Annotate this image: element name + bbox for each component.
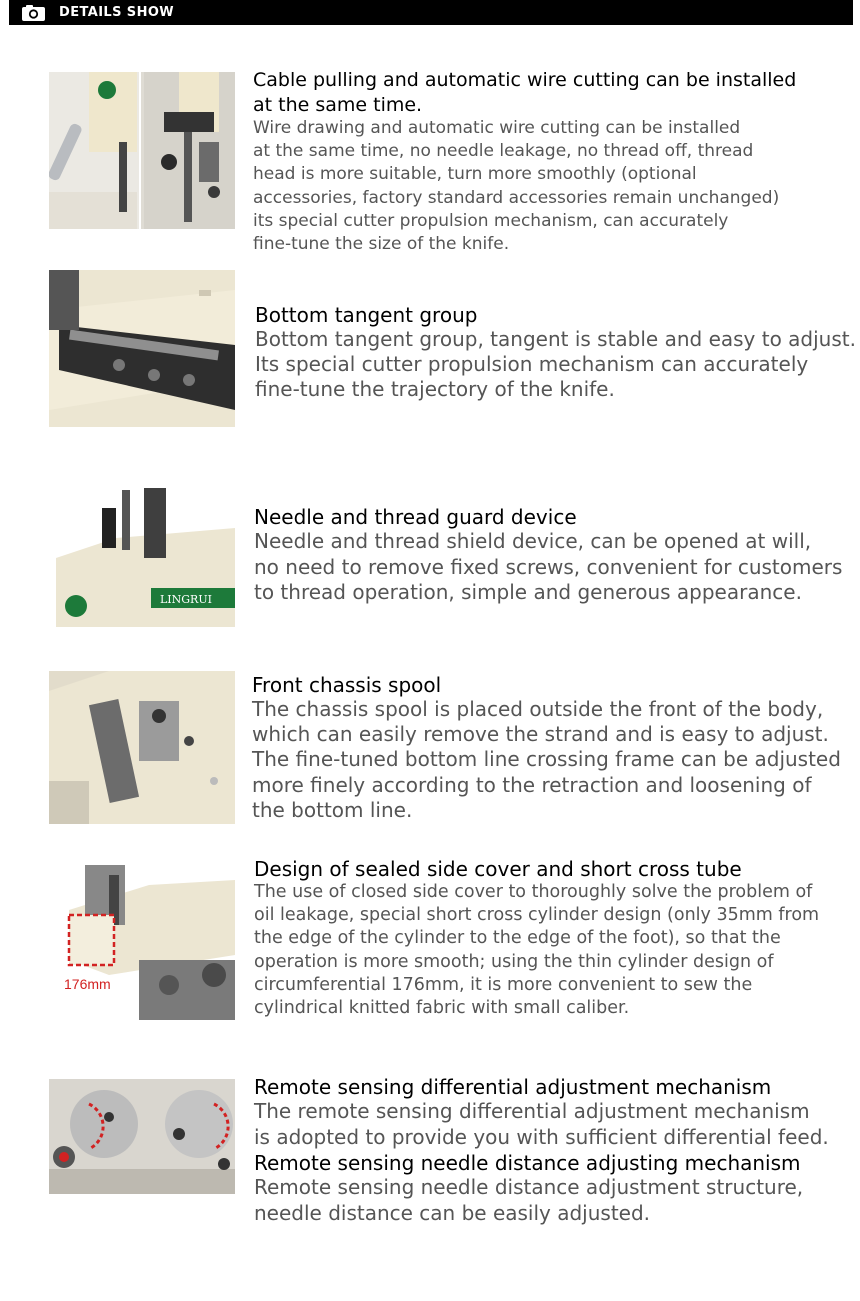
section-2-body: Bottom tangent group, tangent is stable and easy to adjust. Its special cutter propulsion mechanism can accurately fine-tune the trajectory of the knife. xyxy=(255,327,856,401)
remote-sensing-photo xyxy=(49,1079,235,1194)
section-6-body-2: Remote sensing needle distance adjustment structure, needle distance can be easily adjusted. xyxy=(254,1175,804,1225)
section-4-body: The chassis spool is placed outside the front of the body, which can easily remove the strand and is easy to adjust. The fine-tuned bottom line crossing frame can be adjusted more finely according to the retraction and loosening of the bottom line. xyxy=(252,697,841,822)
section-6-heading: Remote sensing differential adjustment mechanism xyxy=(254,1075,772,1099)
dimension-label: 176mm xyxy=(64,976,111,992)
details-show-header xyxy=(9,0,853,25)
bottom-tangent-photo xyxy=(49,270,235,427)
camera-icon xyxy=(21,4,46,22)
sealed-side-cover-photo xyxy=(49,865,235,1020)
section-4-heading: Front chassis spool xyxy=(252,673,442,697)
section-5-heading: Design of sealed side cover and short cross tube xyxy=(254,857,742,881)
section-5-body: The use of closed side cover to thoroughly solve the problem of oil leakage, special short cross cylinder design (only 35mm from the edge of the cylinder to the edge of the foot), so that the operation is more smooth; using the thin cylinder design of circumferential 176mm, it is more convenient to sew the cylindrical knitted fabric with small caliber. xyxy=(254,882,820,1019)
section-2-heading: Bottom tangent group xyxy=(255,303,478,327)
section-3-body: Needle and thread shield device, can be opened at will, no need to remove fixed screws, convenient for customers to thread operation, simple and generous appearance. xyxy=(254,529,843,604)
section-6-heading-2: Remote sensing needle distance adjusting mechanism xyxy=(254,1151,801,1175)
needle-guard-photo xyxy=(56,488,235,627)
section-6-body: The remote sensing differential adjustment mechanism is adopted to provide you with sufficient differential feed. xyxy=(254,1099,829,1149)
front-chassis-spool-photo xyxy=(49,671,235,824)
lingrui-logo-text: LINGRUI xyxy=(160,593,212,606)
section-title: DETAILS SHOW xyxy=(59,5,175,20)
section-1-heading: Cable pulling and automatic wire cutting can be installed at the same time. xyxy=(253,69,797,116)
section-3-heading: Needle and thread guard device xyxy=(254,505,577,529)
cable-cutting-photo xyxy=(49,72,235,229)
section-1-body: Wire drawing and automatic wire cutting can be installed at the same time, no needle leakage, no thread off, thread head is more suitable, turn more smoothly (optional accessories, factory standard accessories remain unchanged) its special cutter propulsion mechanism, can accurately fine-tune the size of the knife. xyxy=(253,118,780,255)
